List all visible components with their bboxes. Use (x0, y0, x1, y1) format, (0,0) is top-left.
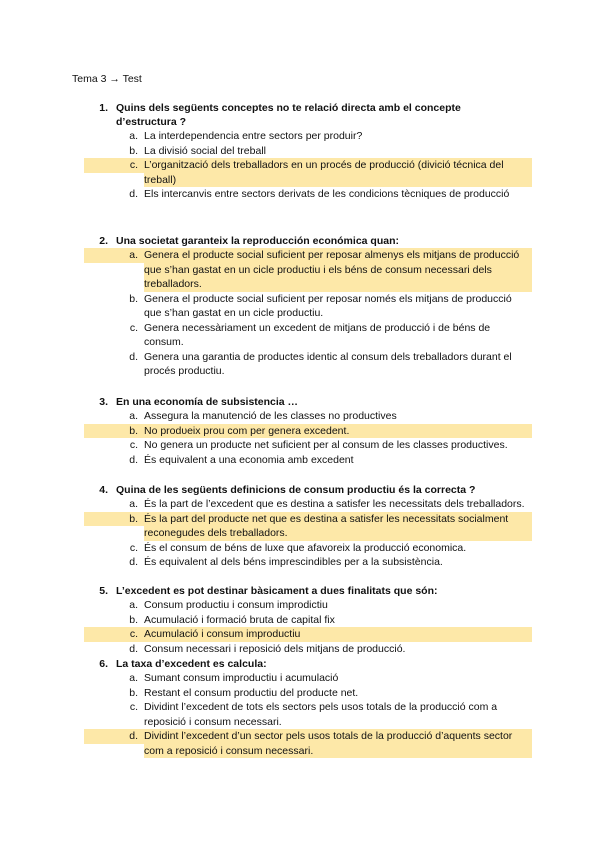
option-b-highlighted: b. No prodυeix prou com per genera excedent. (72, 424, 532, 439)
option-b: b. Restant el consum productiu del producte net. (129, 686, 359, 699)
option-b: b. Acumulació i formació bruta de capital fix (129, 613, 335, 626)
question-number: 5. (99, 585, 108, 597)
option-d: d. És equivalent a una economia amb excedent (129, 453, 354, 466)
question-number: 3. (99, 396, 108, 408)
option-d: d. Els intercanvis entre sectors derivats de les condicions tècniques de producció (129, 188, 510, 200)
options-list (72, 671, 532, 758)
question-text: La taxa d’excedent es calcula: (116, 658, 267, 670)
option-a: a. Consum productiu i consum improdictiu (129, 599, 328, 611)
document-title: Tema 3 → Test (72, 73, 142, 85)
option-a: a. Sumant consum improductiu i acumulació (129, 672, 339, 684)
option-a: a. Assegura la manutenció de les classes no productives (129, 410, 397, 422)
option-c-highlighted: c. Acumulació i consum improductiu (72, 627, 532, 642)
option-a-highlighted: a. Genera el producte social suficient per reposar almenys els mitjans de producció que s’han gastat en un cicle productiu i els béns de consum necessari dels treballadors. (72, 248, 532, 292)
option-d: d. És equivalent al dels béns imprescindibles per a la subsistència. (129, 556, 443, 568)
option-d-highlighted: d. Dividint l’excedent d’un sector pels usos totals de la producció d’aquents sector com a reposició i consum necessari. (72, 729, 532, 758)
option-b-highlighted: b. És la part del producte net que es destina a satisfer les necessitats socialment reconegudes dels treballadors. (72, 512, 532, 541)
option-c: c. És el consum de béns de luxe que afavoreix la producció economica. (129, 541, 467, 554)
question-text: Quina de les següents definicions de consum productiu és la correcta ? (116, 484, 476, 496)
question-4 (72, 483, 532, 570)
options-list (72, 497, 532, 570)
options-list (72, 598, 532, 656)
option-a: a. La interdependencia entre sectors per produir? (129, 130, 363, 142)
question-3 (72, 395, 532, 467)
question-text: L’excedent es pot destinar bàsicament a dues finalitats que són: (116, 585, 438, 597)
question-number: 1. (99, 102, 108, 114)
question-6 (72, 657, 532, 758)
question-number: 4. (99, 484, 108, 496)
option-d: d. Consum necessari i reposició dels mitjans de producció. (129, 642, 406, 655)
option-c: c. Dividint l’excedent de tots els sectors pels usos totals de la producció com a reposició i consum necessari. (129, 701, 498, 728)
question-number: 6. (99, 658, 108, 670)
option-a: a. És la part de l’excedent que es destina a satisfer les necessitats dels treballadors. (129, 498, 525, 510)
question-1 (72, 101, 532, 202)
question-text: Quins dels següents conceptes no te relació directa amb el concepte d’estructura ? (116, 102, 461, 128)
question-2 (72, 234, 532, 379)
question-text: Una societat garanteix la reproducción económica quan: (116, 235, 399, 247)
option-b: b. La divisió social del treball (129, 144, 266, 157)
options-list (72, 129, 532, 202)
question-number: 2. (99, 235, 108, 247)
option-b: b. Genera el producte social suficient per reposar només els mitjans de producció que s’han gastat en un cicle productiu. (129, 292, 512, 319)
option-d: d. Genera una garantia de productes identic al consum dels treballadors durant el procés productiu. (129, 350, 512, 377)
options-list (72, 409, 532, 467)
options-list (72, 248, 532, 379)
option-c: c. No genera un producte net suficient per al consum de les classes productives. (129, 439, 508, 451)
question-text: En una economía de subsistencia … (116, 396, 299, 408)
option-c-highlighted: c. L’organització dels treballadors en un procés de producció (divició técnica del treball) (72, 158, 532, 187)
question-5 (72, 584, 532, 656)
option-c: c. Genera necessàriament un excedent de mitjans de producció i de béns de consum. (129, 321, 491, 348)
